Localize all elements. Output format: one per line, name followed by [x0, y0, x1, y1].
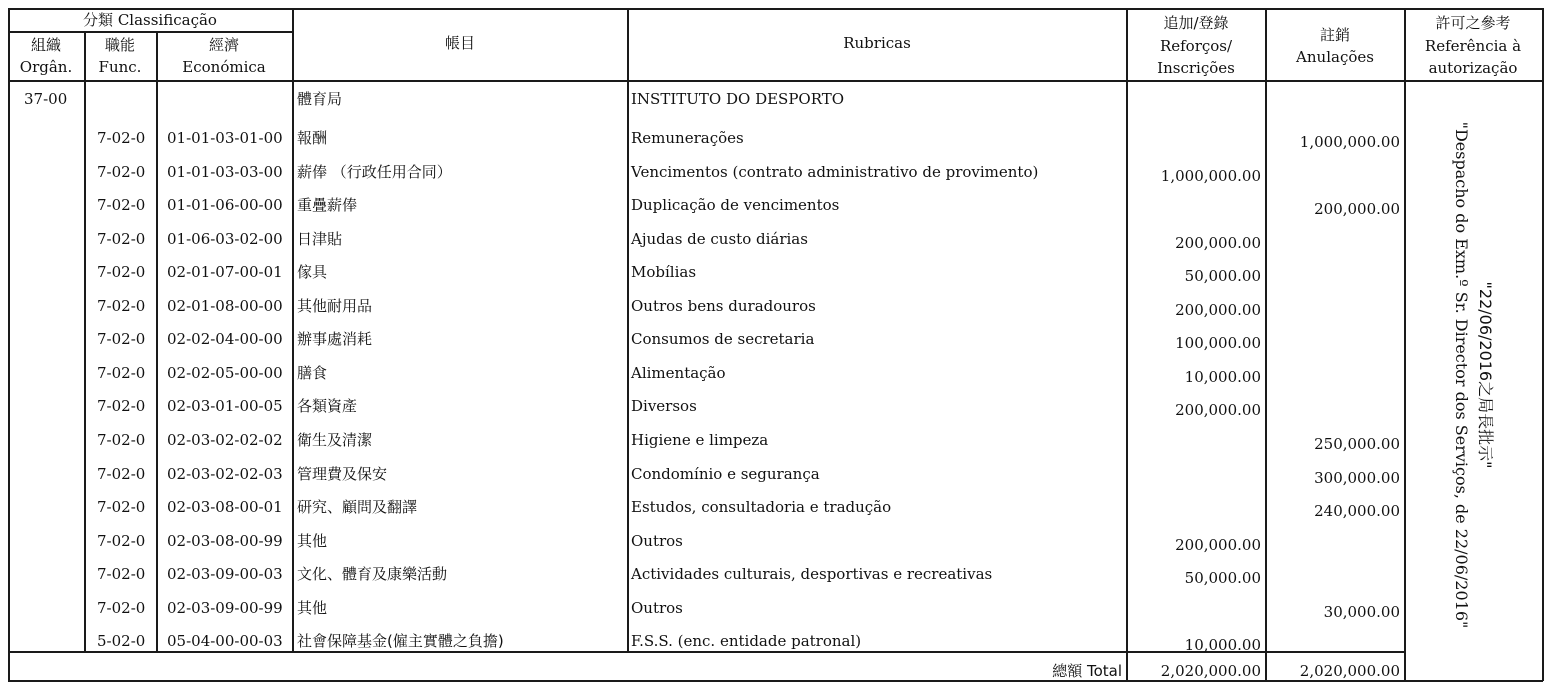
- row-reinforce-amount: 100,000.00: [1175, 334, 1261, 352]
- row-reinforce-amount: 200,000.00: [1175, 234, 1261, 252]
- row-rubrica-pt: Duplicação de vencimentos: [631, 196, 840, 214]
- row-account-cn: 文化、體育及康樂活動: [297, 565, 448, 583]
- row-econ-code: 01-06-03-02-00: [167, 230, 283, 248]
- row-account-cn: 其他: [297, 532, 328, 550]
- total-reinforce: 2,020,000.00: [1160, 662, 1261, 680]
- row-account-cn: 各類資產: [297, 397, 358, 415]
- row-rubrica-pt: Estudos, consultadoria e tradução: [631, 498, 892, 516]
- row-func-code: 7-02-0: [97, 465, 146, 483]
- row-account-cn: 社會保障基金(僱主實體之負擔): [297, 632, 504, 650]
- row-func-code: 7-02-0: [97, 129, 146, 147]
- row-econ-code: 01-01-03-01-00: [167, 129, 283, 147]
- reinforce-header-pt2: Inscrições: [1157, 59, 1235, 77]
- row-func-code: 7-02-0: [97, 498, 146, 516]
- ref-header-cn: 許可之參考: [1435, 14, 1511, 32]
- row-econ-code: 02-03-02-02-03: [167, 465, 283, 483]
- header-bottom-border: [8, 80, 1543, 82]
- reinforce-header-pt1: Reforços/: [1159, 37, 1233, 55]
- row-reinforce-amount: 50,000.00: [1184, 267, 1261, 285]
- col-divider-account: [627, 8, 629, 652]
- col-divider-organ: [84, 31, 86, 652]
- organ-header-cn: 組織: [30, 36, 62, 54]
- total-cancel: 2,020,000.00: [1299, 662, 1400, 680]
- ref-header-pt2: autorização: [1428, 59, 1518, 77]
- row-rubrica-pt: Ajudas de custo diárias: [631, 230, 808, 248]
- row-rubrica-pt: Consumos de secretaria: [631, 330, 815, 348]
- row-econ-code: 02-03-08-00-01: [167, 498, 283, 516]
- row-econ-code: 02-01-07-00-01: [167, 263, 283, 281]
- rubricas-header: Rubricas: [843, 34, 911, 52]
- row-account-cn: 衛生及清潔: [297, 431, 373, 449]
- row-account-cn: 其他耐用品: [297, 297, 373, 315]
- col-divider-rubricas: [1126, 8, 1128, 681]
- row-rubrica-pt: Alimentação: [631, 364, 726, 382]
- col-divider-econ: [292, 8, 294, 652]
- row-account-cn: 膳食: [297, 364, 328, 382]
- row-func-code: 7-02-0: [97, 163, 146, 181]
- row-rubrica-pt: Outros: [631, 532, 683, 550]
- ref-header-pt1: Referência à: [1424, 37, 1522, 55]
- row-account-cn: 日津貼: [297, 230, 343, 248]
- row-func-code: 7-02-0: [97, 599, 146, 617]
- authorization-text: [1452, 122, 1498, 629]
- row-econ-code: 05-04-00-00-03: [167, 632, 283, 650]
- right-border: [1542, 8, 1544, 681]
- row-account-cn: 薪俸 （行政任用合同）: [297, 163, 452, 181]
- econ-header-cn: 經濟: [208, 36, 240, 54]
- row-cancel-amount: 300,000.00: [1314, 469, 1400, 487]
- row-econ-code: 01-01-06-00-00: [167, 196, 283, 214]
- row-func-code: 7-02-0: [97, 364, 146, 382]
- row-rubrica-pt: Higiene e limpeza: [631, 431, 769, 449]
- func-header-pt: Func.: [98, 58, 142, 76]
- row-econ-code: 02-03-01-00-05: [167, 397, 283, 415]
- total-bottom-border: [8, 680, 1543, 682]
- authorization-line-1: "22/06/2016之局長批示": [1476, 281, 1495, 469]
- row-rubrica-pt: Outros: [631, 599, 683, 617]
- reinforce-header-cn: 追加/登錄: [1163, 14, 1229, 32]
- row-econ-code: 02-03-09-00-03: [167, 565, 283, 583]
- row-rubrica-pt: Actividades culturais, desportivas e recreativas: [631, 565, 993, 583]
- row-account-cn: 管理費及保安: [297, 465, 388, 483]
- row-func-code: 7-02-0: [97, 532, 146, 550]
- cancel-header-pt: Anulações: [1296, 48, 1374, 66]
- row-func-code: 7-02-0: [97, 263, 146, 281]
- row-reinforce-amount: 200,000.00: [1175, 536, 1261, 554]
- row-cancel-amount: 30,000.00: [1323, 603, 1400, 621]
- row-rubrica-pt: F.S.S. (enc. entidade patronal): [631, 632, 862, 650]
- row-reinforce-amount: 10,000.00: [1184, 636, 1261, 654]
- row-func-code: 7-02-0: [97, 330, 146, 348]
- row-cancel-amount: 200,000.00: [1314, 200, 1400, 218]
- func-header-cn: 職能: [104, 36, 136, 54]
- organ-header-pt: Orgân.: [19, 58, 73, 76]
- row-rubrica-pt: Vencimentos (contrato administrativo de provimento): [631, 163, 1039, 181]
- row-rubrica-pt: Mobílias: [631, 263, 697, 281]
- row-func-code: 7-02-0: [97, 431, 146, 449]
- row-account-cn: 辦事處消耗: [297, 330, 373, 348]
- row-func-code: 7-02-0: [97, 297, 146, 315]
- row-account-cn: 報酬: [297, 129, 328, 147]
- row-econ-code: 02-03-09-00-99: [167, 599, 283, 617]
- row-func-code: 7-02-0: [97, 196, 146, 214]
- row-rubrica-pt: Diversos: [631, 397, 697, 415]
- col-divider-reinforce: [1265, 8, 1267, 681]
- organ-code: 37-00: [24, 90, 68, 108]
- left-border: [8, 8, 10, 681]
- econ-header-pt: Económica: [182, 58, 266, 76]
- row-func-code: 7-02-0: [97, 397, 146, 415]
- account-header: 帳目: [444, 34, 476, 52]
- row-account-cn: 研究、顧問及翻譯: [297, 498, 418, 516]
- row-econ-code: 02-03-08-00-99: [167, 532, 283, 550]
- row-econ-code: 02-01-08-00-00: [167, 297, 283, 315]
- row-reinforce-amount: 200,000.00: [1175, 401, 1261, 419]
- classification-header: 分類 Classificação: [83, 11, 217, 29]
- row-reinforce-amount: 200,000.00: [1175, 301, 1261, 319]
- row-cancel-amount: 240,000.00: [1314, 502, 1400, 520]
- row-cancel-amount: 1,000,000.00: [1299, 133, 1400, 151]
- row-account-cn: 傢具: [297, 263, 328, 281]
- top-border: [8, 8, 1543, 10]
- row-rubrica-pt: Outros bens duradouros: [631, 297, 816, 315]
- row-reinforce-amount: 1,000,000.00: [1160, 167, 1261, 185]
- row-account-cn: 重疊薪俸: [297, 196, 358, 214]
- agency-name-cn: 體育局: [297, 90, 343, 108]
- row-reinforce-amount: 10,000.00: [1184, 368, 1261, 386]
- classification-divider: [8, 31, 292, 33]
- row-func-code: 7-02-0: [97, 230, 146, 248]
- row-account-cn: 其他: [297, 599, 328, 617]
- row-econ-code: 02-03-02-02-02: [167, 431, 283, 449]
- row-econ-code: 02-02-04-00-00: [167, 330, 283, 348]
- row-econ-code: 02-02-05-00-00: [167, 364, 283, 382]
- agency-name-pt: INSTITUTO DO DESPORTO: [631, 90, 845, 108]
- col-divider-cancel: [1404, 8, 1406, 681]
- cancel-header-cn: 註銷: [1319, 26, 1351, 44]
- row-econ-code: 01-01-03-03-00: [167, 163, 283, 181]
- col-divider-func: [156, 31, 158, 652]
- row-rubrica-pt: Condomínio e segurança: [631, 465, 820, 483]
- total-label: 總額 Total: [1052, 662, 1122, 680]
- row-cancel-amount: 250,000.00: [1314, 435, 1400, 453]
- row-rubrica-pt: Remunerações: [631, 129, 744, 147]
- row-func-code: 5-02-0: [97, 632, 146, 650]
- authorization-line-2: "Despacho do Exm.º Sr. Director dos Serviços, de 22/06/2016": [1452, 121, 1471, 629]
- row-reinforce-amount: 50,000.00: [1184, 569, 1261, 587]
- row-func-code: 7-02-0: [97, 565, 146, 583]
